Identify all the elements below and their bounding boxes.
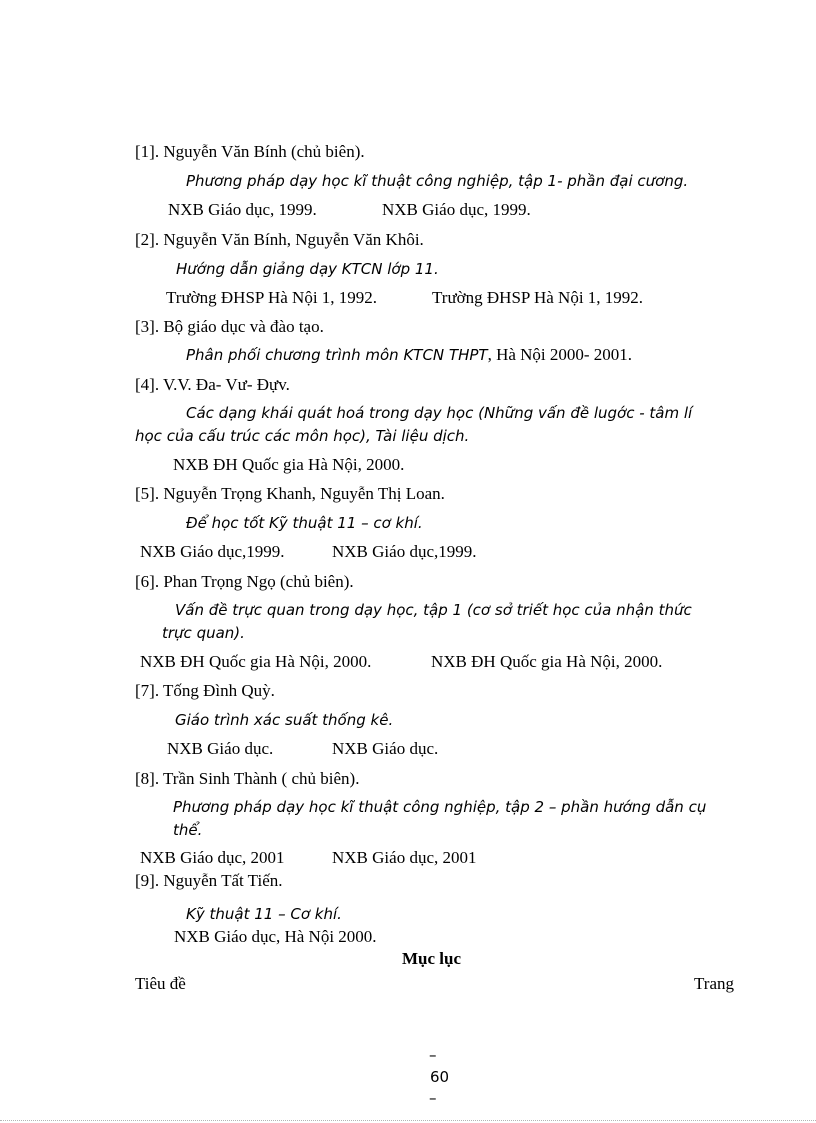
ref-4-publisher: NXB ĐH Quốc gia Hà Nội, 2000. [173,455,405,474]
ref-5-title: Để học tốt Kỹ thuật 11 – cơ khí. [186,514,423,532]
ref-2-publisher-dup: Trường ĐHSP Hà Nội 1, 1992. [432,288,644,307]
ref-8-author: [8]. Trần Sinh Thành ( chủ biên). [135,769,360,788]
ref-6-author: [6]. Phan Trọng Ngọ (chủ biên). [135,572,354,591]
ref-6-title-line2: trực quan). [162,624,245,642]
ref-2-title: Hướng dẫn giảng dạy KTCN lớp 11. [176,260,439,278]
ref-9-publisher: NXB Giáo dục, Hà Nội 2000. [174,927,377,946]
ref-3-author: [3]. Bộ giáo dục và đào tạo. [135,317,324,336]
toc-column-title: Tiêu đề [135,974,186,993]
ref-1-author: [1]. Nguyễn Văn Bính (chủ biên). [135,142,365,161]
ref-3-title-line [186,344,632,366]
page-bottom-rule [0,1120,816,1121]
toc-heading: Mục lục [402,949,462,968]
ref-9-title: Kỹ thuật 11 – Cơ khí. [186,905,342,923]
ref-7-publisher: NXB Giáo dục. [167,739,274,758]
ref-7-author: [7]. Tống Đình Quỳ. [135,681,275,700]
ref-6-publisher: NXB ĐH Quốc gia Hà Nội, 2000. [140,652,372,671]
ref-8-title-line2: thể. [173,821,203,839]
ref-4-title-line1: Các dạng khái quát hoá trong dạy học (Những vấn đề lugớc - tâm lí [186,404,693,422]
footer-dash-bottom: – [429,1089,437,1107]
ref-2-author: [2]. Nguyễn Văn Bính, Nguyễn Văn Khôi. [135,230,424,249]
ref-5-publisher: NXB Giáo dục,1999. [140,542,285,561]
ref-3-title: Phân phối chương trình môn KTCN THPT [186,346,488,364]
footer-dash-top: – [429,1046,437,1064]
ref-4-title-line2: học của cấu trúc các môn học), Tài liệu dịch. [135,427,470,445]
ref-9-author: [9]. Nguyễn Tất Tiến. [135,871,283,890]
toc-column-page: Trang [694,974,734,993]
ref-5-publisher-dup: NXB Giáo dục,1999. [332,542,477,561]
ref-8-publisher-dup: NXB Giáo dục, 2001 [332,848,477,867]
ref-4-author: [4]. V.V. Đa- Vư- Đựv. [135,375,290,394]
ref-7-title: Giáo trình xác suất thống kê. [175,711,394,729]
ref-2-publisher: Trường ĐHSP Hà Nội 1, 1992. [166,288,378,307]
ref-8-title-line1: Phương pháp dạy học kĩ thuật công nghiệp, tập 2 – phần hướng dẫn cụ [173,798,707,816]
ref-6-publisher-dup: NXB ĐH Quốc gia Hà Nội, 2000. [431,652,663,671]
ref-1-publisher: NXB Giáo dục, 1999. [168,200,317,219]
ref-5-author: [5]. Nguyễn Trọng Khanh, Nguyễn Thị Loan. [135,484,445,503]
ref-3-place-year: , Hà Nội 2000- 2001. [487,345,633,364]
ref-1-publisher-dup: NXB Giáo dục, 1999. [382,200,531,219]
ref-6-title-line1: Vấn đề trực quan trong dạy học, tập 1 (cơ sở triết học của nhận thức [175,601,692,619]
ref-1-title: Phương pháp dạy học kĩ thuật công nghiệp, tập 1- phần đại cương. [186,172,689,190]
ref-8-publisher: NXB Giáo dục, 2001 [140,848,285,867]
page-number: 60 [430,1068,450,1086]
ref-7-publisher-dup: NXB Giáo dục. [332,739,439,758]
